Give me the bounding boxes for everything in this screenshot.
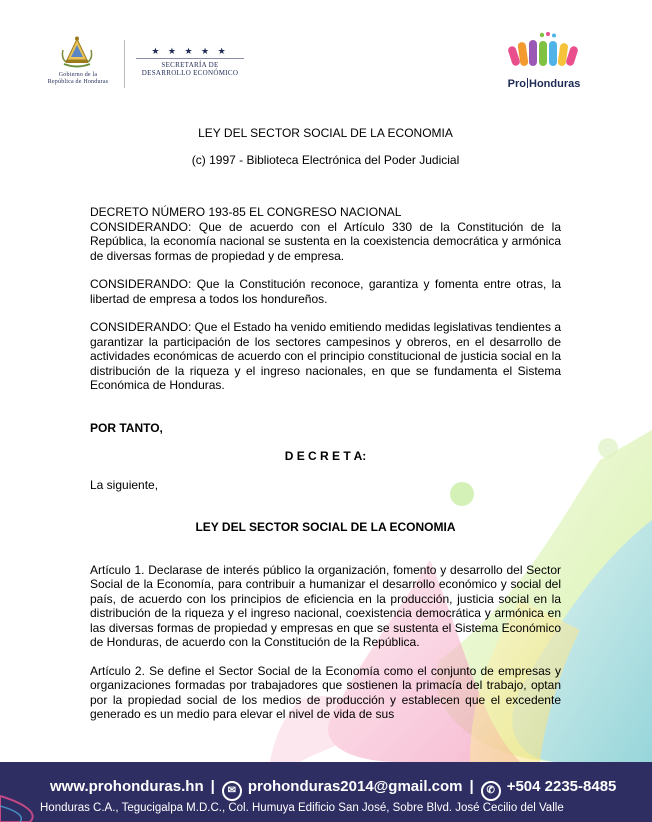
honduras-coat-of-arms-icon (60, 36, 94, 70)
considerando-3: CONSIDERANDO: Que el Estado ha venido emitiendo medidas legislativas tendientes a garantizar la participación de los sectores campesinos y obreros, en el desarrollo de actividades económicas de acuerdo con el principio constitucional de justicia social en la distribución de la riqueza y el ingreso nacionales, en que se fundamenta el Sistema Económica de Honduras. (90, 320, 561, 392)
footer-website-link[interactable]: www.prohonduras.hn (50, 778, 204, 795)
wordmark-pro: Pro (507, 78, 526, 90)
por-tanto: POR TANTO, (90, 420, 163, 435)
wordmark-honduras: Honduras (529, 78, 581, 90)
considerando-2: CONSIDERANDO: Que la Constitución reconoce, garantiza y fomenta entre otras, la libertad de empresa a todos los hondureños. (90, 277, 561, 306)
decreta-heading: D E C R E T A: (284, 449, 367, 463)
footer-separator: | (210, 778, 215, 795)
document-body (90, 124, 561, 722)
secretaria-line-2: DESARROLLO ECONÓMICO (141, 69, 239, 77)
wordmark-bar (527, 78, 528, 88)
header-divider (124, 40, 125, 88)
letterhead-header (0, 0, 652, 110)
footer-separator: | (469, 778, 474, 795)
email-icon: ✉ (222, 781, 242, 801)
considerando-1: CONSIDERANDO: Que de acuerdo con el Artículo 330 de la Constitución de la República, la economía nacional se sustenta en la coexistencia democrática y armónica de diversas formas de propiedad y de empresa. (90, 219, 561, 263)
footer-phone[interactable]: +504 2235-8485 (506, 778, 617, 795)
five-stars-icon: ★ ★ ★ ★ ★ (151, 46, 229, 56)
footer-contact-row (50, 778, 617, 801)
document-source: (c) 1997 - Biblioteca Electrónica del Poder Judicial (191, 152, 460, 167)
logo-rule (136, 58, 244, 59)
prohonduras-wordmark (502, 78, 586, 90)
government-logo-text (36, 72, 120, 86)
secretaria-desarrollo-economico-logo (136, 46, 244, 77)
secretaria-line-1: SECRETARÍA DE (161, 61, 219, 69)
government-logo (36, 36, 120, 92)
footer-address: Honduras C.A., Tegucigalpa M.D.C., Col. Humuya Edificio San José, Sobre Blvd. José Cecilio del Valle (40, 802, 564, 814)
decreto-line: DECRETO NÚMERO 193-85 EL CONGRESO NACIONAL (90, 205, 402, 219)
gov-logo-line-2: República de Honduras (47, 79, 109, 85)
phone-icon: ✆ (481, 781, 501, 801)
prohonduras-people-logo-icon (502, 32, 586, 76)
gov-logo-line-1: Gobierno de la (58, 72, 98, 78)
prohonduras-logo (502, 32, 586, 94)
articulo-1: Artículo 1. Declarase de interés público la organización, fomento y desarrollo del Sector Social de la Economía, para contribuir a humanizar el desarrollo económico y social del país, de acuerdo con los principios de eficiencia en la producción, justicia social en la distribución de la riqueza y el ingreso nacional, coexistencia democrática y armónica en las diversas formas de propiedad y empresas en que se sustenta el Sistema Económico de Honduras, de acuerdo con la Constitución de la República. (90, 562, 561, 649)
articulo-2: Artículo 2. Se define el Sector Social de la Economía como el conjunto de empresas y organizaciones formadas por trabajadores que sostienen la primacía del trabajo, optan por la propiedad social de los medios de producción y establecen que el excedente generado es un medio para elevar el nivel de vida de sus (90, 663, 561, 721)
document-title: LEY DEL SECTOR SOCIAL DE LA ECONOMIA (198, 126, 453, 140)
footer-email-link[interactable]: prohonduras2014@gmail.com (247, 778, 463, 795)
contact-footer (0, 762, 652, 822)
law-heading: LEY DEL SECTOR SOCIAL DE LA ECONOMIA (195, 520, 456, 534)
la-siguiente: La siguiente, (90, 477, 159, 492)
